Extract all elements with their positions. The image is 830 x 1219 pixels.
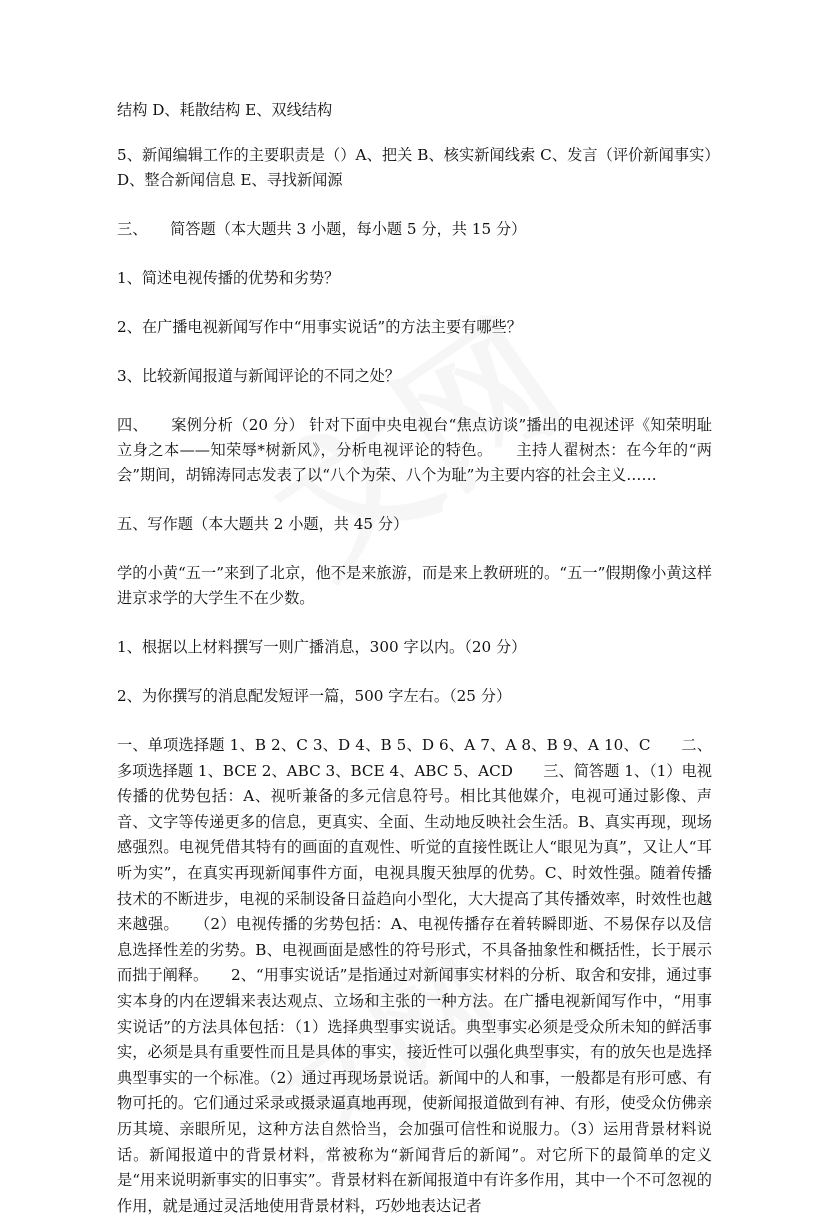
document-body xyxy=(117,98,712,1219)
short-answer-3: 3、比较新闻报道与新闻评论的不同之处？ xyxy=(117,367,401,385)
section-3-heading: 三、 简答题（本大题共 3 小题，每小题 5 分，共 15 分） xyxy=(117,220,527,238)
writing-task-1: 1、根据以上材料撰写一则广播消息，300 字以内。（20 分） xyxy=(117,638,527,656)
question-5: 5、新闻编辑工作的主要职责是（）A、把关 B、核实新闻线索 C、发言（评价新闻事实）D、整合新闻信息 E、寻找新闻源 xyxy=(117,146,712,189)
writing-task-2: 2、为你撰写的消息配发短评一篇，500 字左右。（25 分） xyxy=(117,687,512,705)
section-5-heading: 五、写作题（本大题共 2 小题，共 45 分） xyxy=(117,515,409,533)
question-options-continued: 结构 D、耗散结构 E、双线结构 xyxy=(117,101,333,119)
section-4-case-analysis: 四、 案例分析（20 分） 针对下面中央电视台“焦点访谈”播出的电视述评《知荣明耻立身之本——知荣辱*树新风》，分析电视评论的特色。 主持人翟树杰：在今年的“两会”期间，胡锦涛同志发表了以“八个为荣、八个为耻”为主要内容的社会主义…… xyxy=(117,416,712,484)
answer-key: 一、单项选择题 1、B 2、C 3、D 4、B 5、D 6、A 7、A 8、B 9、A 10、C 二、多项选择题 1、BCE 2、ABC 3、BCE 4、ABC 5、ACD 三、简答题 1、（1）电视传播的优势包括：A、视听兼备的多元信息符号。相比其他媒介，电视可通过影像、声音、文字等传递更多的信息，更真实、全面、生动地反映社会生活。B、真实再现，现场感强烈。电视凭借其特有的画面的直观性、听觉的直接性既让人“眼见为真”，又让人“耳听为实”，在真实再现新闻事件方面，电视具腹天独厚的优势。C、时效性强。随着传播技术的不断进步，电视的采制设备日益趋向小型化，大大提高了其传播效率，时效性也越来越强。 （2）电视传播的劣势包括：A、电视传播存在着转瞬即逝、不易保存以及信息选择性差的劣势。B、电视画面是感性的符号形式，不具备抽象性和概括性，长于展示而拙于阐释。 2、“用事实说话”是指通过对新闻事实材料的分析、取舍和安排，通过事实本身的内在逻辑来表达观点、立场和主张的一种方法。在广播电视新闻写作中，“用事实说话”的方法具体包括：（1）选择典型事实说话。典型事实必须是受众所未知的鲜活事实，必须是具有重要性而且是具体的事实，接近性可以强化典型事实，有的放矢也是选择典型事实的一个标准。（2）通过再现场景说话。新闻中的人和事，一般都是有形可感、有物可托的。它们通过采录或摄录逼真地再现，使新闻报道做到有神、有形，使受众仿佛亲历其境、亲眼所见，这种方法自然恰当，会加强可信性和说服力。（3）运用背景材料说话。新闻报道中的背景材料，常被称为“新闻背后的新闻”。对它所下的最简单的定义是“用来说明新事实的旧事实”。背景材料在新闻报道中有许多作用，其中一个不可忽视的作用，就是通过灵活地使用背景材料，巧妙地表达记者 xyxy=(117,736,712,1215)
writing-material: 学的小黄“五一”来到了北京，他不是来旅游，而是来上教研班的。“五一”假期像小黄这样进京求学的大学生不在少数。 xyxy=(117,564,712,607)
short-answer-1: 1、简述电视传播的优势和劣势？ xyxy=(117,269,340,287)
short-answer-2: 2、在广播电视新闻写作中“用事实说话”的方法主要有哪些？ xyxy=(117,318,522,336)
